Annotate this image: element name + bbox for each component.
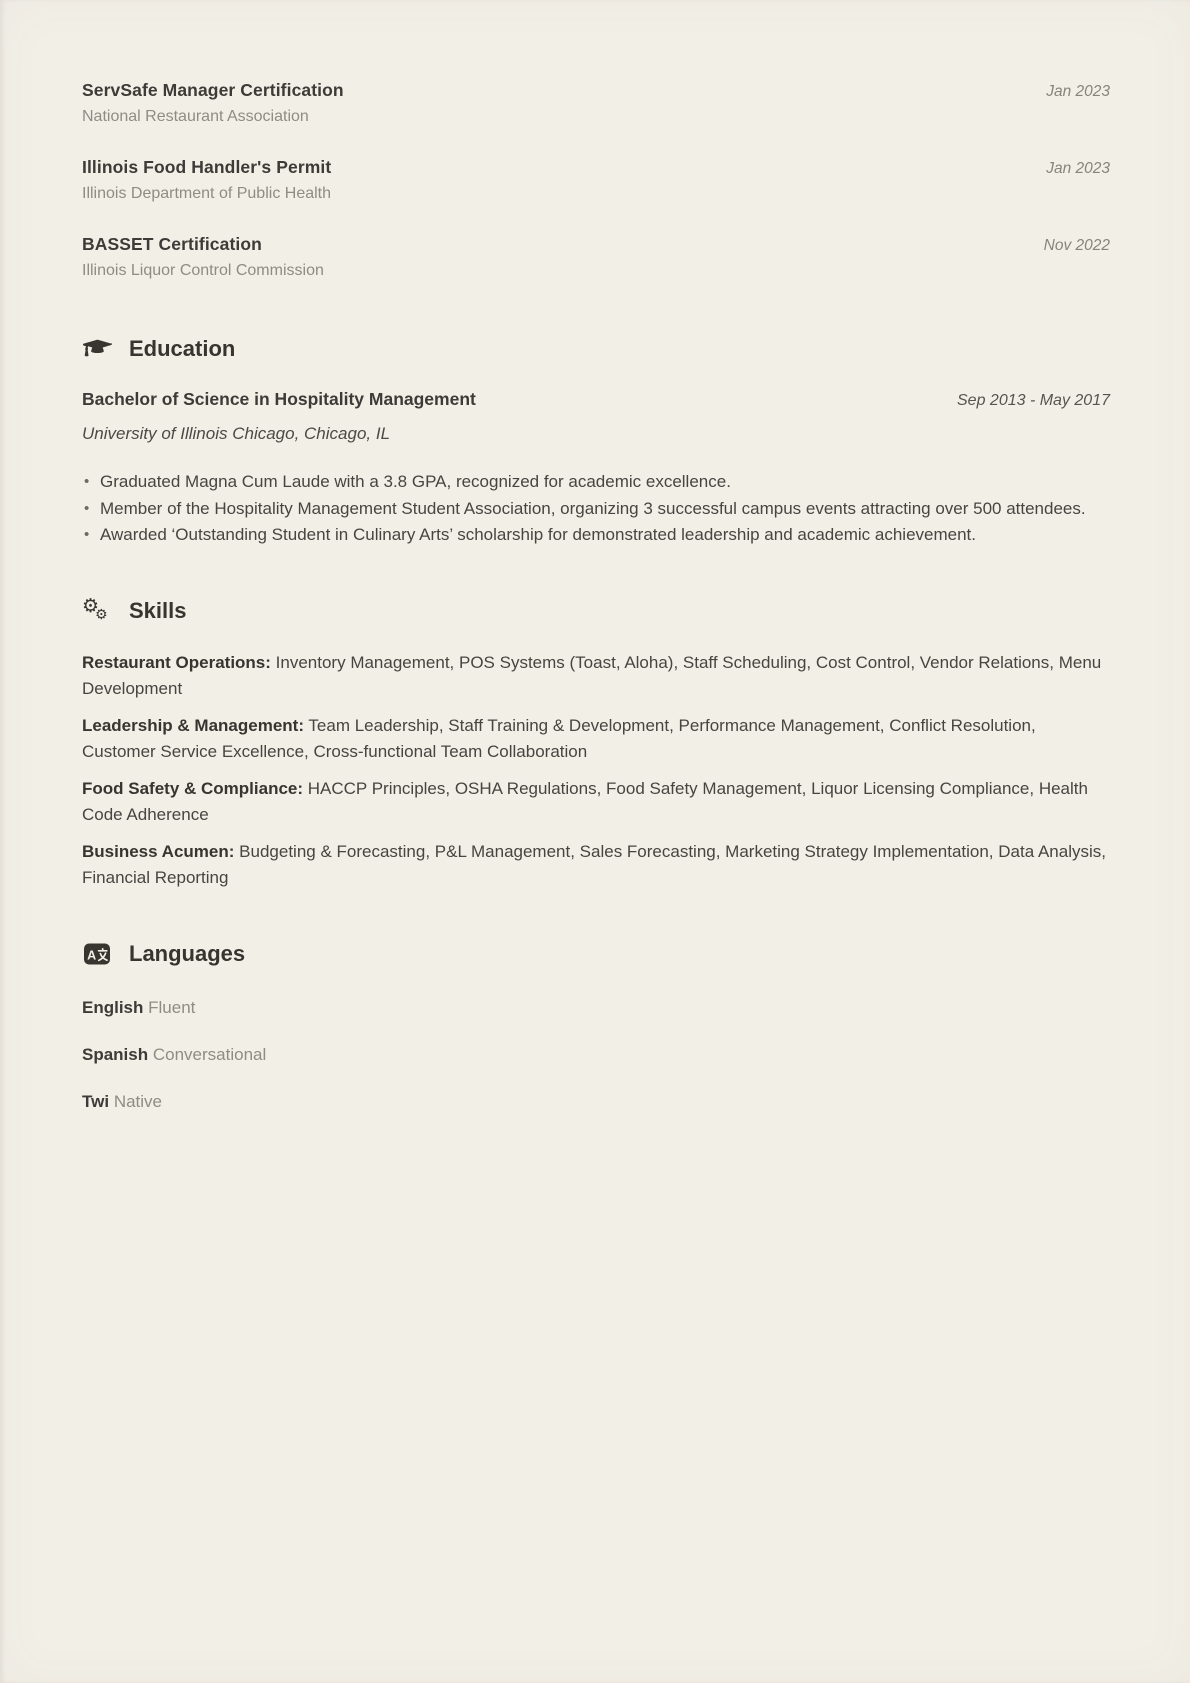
skill-group [82,776,1110,829]
skill-list: Budgeting & Forecasting, P&L Management, Sales Forecasting, Marketing Strategy Implementation, Data Analysis, Financial Reporting [82,841,1106,887]
education-bullets [82,469,1110,549]
languages-heading: Languages [129,940,246,966]
education-bullet: • Graduated Magna Cum Laude with a 3.8 GPA, recognized for academic excellence. [82,469,1110,496]
certification-date: Jan 2023 [1046,83,1110,100]
certification-issuer: Illinois Department of Public Health [82,185,332,202]
skill-group [82,650,1110,703]
certification-item [82,157,1110,203]
education-bullet: • Awarded ‘Outstanding Student in Culinary Arts’ scholarship for demonstrated leadership and academic achievement. [82,522,1110,549]
skills-section [82,594,1110,892]
graduation-cap-icon [82,335,112,363]
skill-category-label: Food Safety & Compliance: [82,778,304,798]
skill-group [82,839,1110,892]
language-row [82,1092,1110,1112]
education-bullet: • Member of the Hospitality Management Student Association, organizing 3 successful campus events attracting over 500 attendees. [82,496,1110,523]
skill-category-label: Business Acumen: [82,841,235,861]
skills-heading: Skills [129,597,187,623]
skill-category-label: Restaurant Operations: [82,652,271,672]
gears-icon: ⚙ ⚙ [82,594,108,623]
language-name: Spanish [82,1044,149,1064]
skill-category-label: Leadership & Management: [82,715,304,735]
education-dates: Sep 2013 - May 2017 [957,392,1110,409]
languages-section [82,940,1110,1112]
education-heading: Education [129,336,236,361]
certification-issuer: Illinois Liquor Control Commission [82,262,324,279]
skill-list: Inventory Management, POS Systems (Toast, Aloha), Staff Scheduling, Cost Control, Vendor Relations, Menu Development [82,652,1102,698]
certification-title: BASSET Certification [82,234,262,254]
language-level: Native [113,1091,162,1111]
translate-icon [82,940,112,968]
degree-title: Bachelor of Science in Hospitality Management [82,389,476,409]
education-section [82,335,1110,549]
svg-text:A: A [87,948,97,962]
certifications-section [82,80,1110,280]
skill-list: HACCP Principles, OSHA Regulations, Food Safety Management, Liquor Licensing Compliance, Health Code Adherence [82,778,1088,824]
skill-list: Team Leadership, Staff Training & Development, Performance Management, Conflict Resolution, Customer Service Excellence, Cross-functional Team Collaboration [82,715,1036,761]
school-name: University of Illinois Chicago, Chicago, IL [82,424,391,443]
certification-item [82,234,1110,280]
certification-title: Illinois Food Handler's Permit [82,157,332,177]
certification-title: ServSafe Manager Certification [82,80,344,100]
language-name: Twi [82,1091,110,1111]
language-row [82,998,1110,1018]
skill-group [82,713,1110,766]
language-row [82,1045,1110,1065]
certification-issuer: National Restaurant Association [82,108,309,125]
language-level: Fluent [148,997,196,1017]
language-name: English [82,997,144,1017]
certification-date: Jan 2023 [1046,160,1110,177]
certification-item [82,80,1110,126]
language-level: Conversational [152,1044,267,1064]
certification-date: Nov 2022 [1043,237,1110,254]
